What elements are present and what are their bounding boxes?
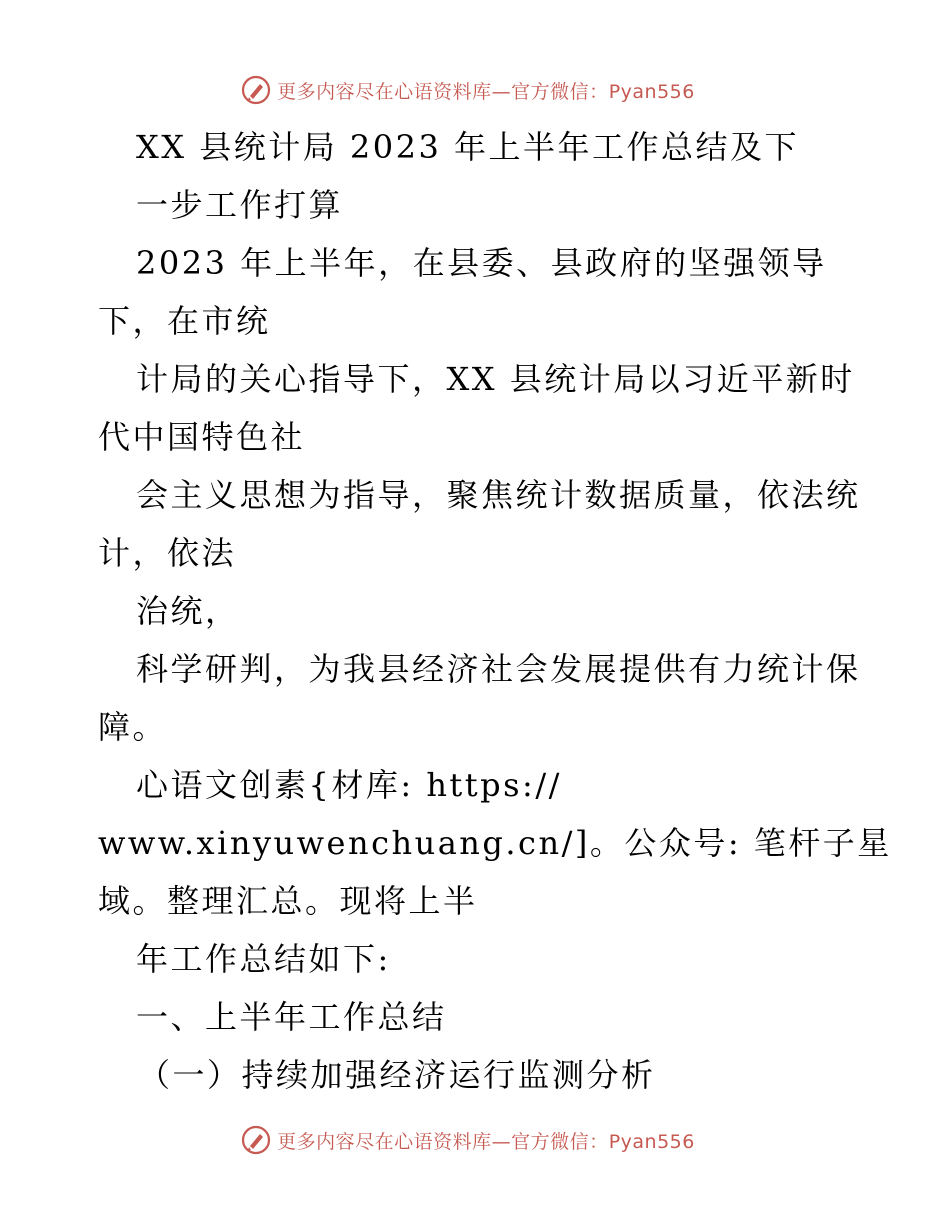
paragraph-line: 域。整理汇总。现将上半 (98, 882, 478, 920)
header-watermark (0, 70, 950, 110)
paragraph-line: 2023 年上半年，在县委、县政府的坚强领导 (136, 244, 827, 282)
watermark-id: Pyan556 (608, 1130, 695, 1153)
paragraph-line: www.xinyuwenchuang.cn/]。公众号: 笔杆子星 (98, 824, 892, 862)
subsection-heading: （一）持续加强经济运行监测分析 (138, 1056, 656, 1094)
paragraph-line: 代中国特色社 (98, 418, 306, 456)
paragraph-line: 年工作总结如下: (136, 940, 391, 978)
pen-seal-icon (241, 75, 271, 105)
watermark-title: 更多内容尽在心语资料库 (277, 1130, 492, 1153)
watermark-separator: — (491, 1130, 512, 1153)
paragraph-line: 下，在市统 (98, 302, 271, 340)
paragraph-line: 心语文创素{材库: https:// (136, 766, 562, 804)
section-heading: 一、上半年工作总结 (136, 998, 447, 1036)
paragraph-line: 计，依法 (98, 534, 237, 572)
watermark-id: Pyan556 (608, 80, 695, 103)
paragraph-line: 科学研判，为我县经济社会发展提供有力统计保 (136, 650, 861, 688)
paragraph-line: 计局的关心指导下，XX 县统计局以习近平新时 (136, 360, 855, 398)
footer-watermark (0, 1120, 950, 1160)
paragraph-line: 治统， (136, 592, 240, 630)
pen-seal-icon (241, 1125, 271, 1155)
title-line-2: 一步工作打算 (136, 186, 344, 224)
watermark-text (277, 77, 695, 104)
watermark-suffix: 官方微信： (511, 1130, 609, 1153)
watermark-suffix: 官方微信： (511, 80, 609, 103)
paragraph-line: 障。 (98, 708, 168, 746)
paragraph-line: 会主义思想为指导，聚焦统计数据质量，依法统 (136, 476, 861, 514)
watermark-separator: — (491, 80, 512, 103)
watermark-text (277, 1127, 695, 1154)
document-body (98, 118, 892, 1104)
title-line-1: XX 县统计局 2023 年上半年工作总结及下 (136, 128, 800, 166)
watermark-title: 更多内容尽在心语资料库 (277, 80, 492, 103)
